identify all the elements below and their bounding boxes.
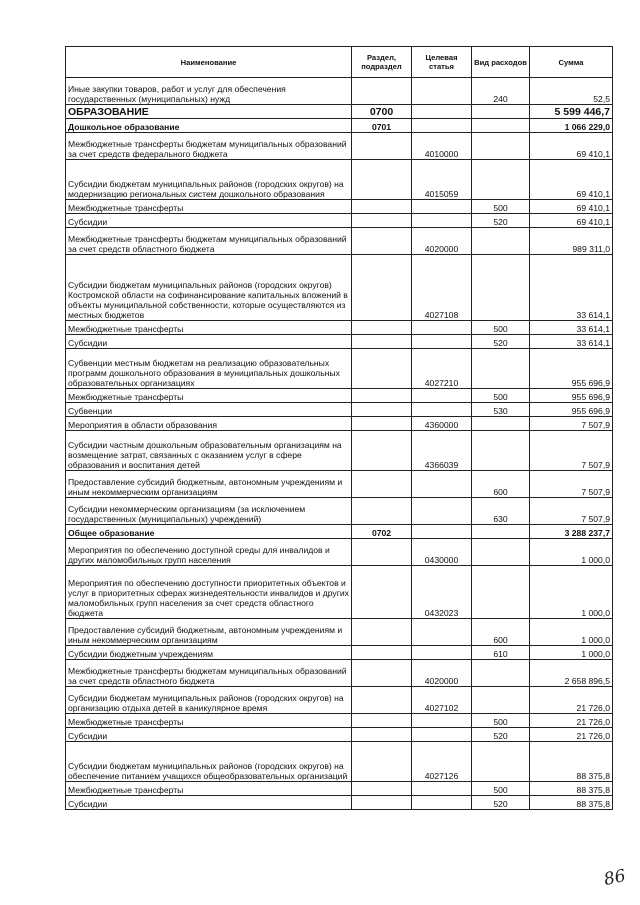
table-row: [66, 566, 613, 619]
cell-name: Предоставление субсидий бюджетным, автономным учреждениям и иным некоммерческим организациям: [66, 471, 352, 498]
cell-sum: 989 311,0: [530, 228, 613, 255]
cell-name: Дошкольное образование: [66, 119, 352, 133]
table-row: [66, 471, 613, 498]
cell-name: Межбюджетные трансферты: [66, 714, 352, 728]
cell-target: [412, 335, 472, 349]
cell-section: [352, 566, 412, 619]
table-row: [66, 403, 613, 417]
cell-type: [472, 431, 530, 471]
cell-target: 4020000: [412, 228, 472, 255]
cell-type: 520: [472, 728, 530, 742]
cell-sum: 5 599 446,7: [530, 105, 613, 119]
table-row: [66, 782, 613, 796]
cell-type: [472, 255, 530, 321]
cell-section: [352, 660, 412, 687]
cell-name: Субвенции: [66, 403, 352, 417]
cell-name: Субсидии бюджетам муниципальных районов (городских округов) на модернизацию региональных систем дошкольного образования: [66, 160, 352, 200]
cell-target: 4027210: [412, 349, 472, 389]
cell-type: 600: [472, 619, 530, 646]
table-row: [66, 796, 613, 810]
cell-type: 500: [472, 321, 530, 335]
cell-type: [472, 742, 530, 782]
table-row: [66, 119, 613, 133]
cell-name: Субсидии бюджетам муниципальных районов (городских округов) Костромской области на софинансирование капитальных вложений в объекты муниципальной собственности, которые осуществляются из местных бюджетов: [66, 255, 352, 321]
cell-sum: 7 507,9: [530, 471, 613, 498]
cell-name: Субсидии некоммерческим организациям (за исключением государственных (муниципальных) учреждений): [66, 498, 352, 525]
cell-sum: 1 000,0: [530, 646, 613, 660]
cell-name: Межбюджетные трансферты бюджетам муниципальных образований за счет средств федерального бюджета: [66, 133, 352, 160]
table-row: [66, 200, 613, 214]
table-row: [66, 349, 613, 389]
cell-type: 500: [472, 714, 530, 728]
cell-sum: 7 507,9: [530, 498, 613, 525]
table-body: [66, 78, 613, 810]
cell-sum: 21 726,0: [530, 728, 613, 742]
cell-section: [352, 728, 412, 742]
cell-type: 500: [472, 389, 530, 403]
cell-type: 600: [472, 471, 530, 498]
cell-section: [352, 255, 412, 321]
table-row: [66, 160, 613, 200]
cell-target: [412, 403, 472, 417]
cell-type: 630: [472, 498, 530, 525]
cell-type: 500: [472, 782, 530, 796]
cell-sum: 1 066 229,0: [530, 119, 613, 133]
cell-sum: 88 375,8: [530, 742, 613, 782]
cell-sum: 33 614,1: [530, 335, 613, 349]
cell-name: Субсидии бюджетным учреждениям: [66, 646, 352, 660]
cell-type: [472, 525, 530, 539]
cell-section: [352, 796, 412, 810]
cell-target: [412, 471, 472, 498]
cell-section: [352, 321, 412, 335]
cell-target: [412, 105, 472, 119]
table-row: [66, 646, 613, 660]
cell-type: 530: [472, 403, 530, 417]
cell-section: [352, 498, 412, 525]
cell-target: [412, 646, 472, 660]
cell-target: 4366039: [412, 431, 472, 471]
cell-sum: 69 410,1: [530, 133, 613, 160]
table-row: [66, 525, 613, 539]
cell-name: Мероприятия по обеспечению доступной среды для инвалидов и других маломобильных групп населения: [66, 539, 352, 566]
cell-target: 4027108: [412, 255, 472, 321]
cell-sum: 955 696,9: [530, 403, 613, 417]
header-type: Вид расходов: [472, 47, 530, 78]
cell-type: [472, 119, 530, 133]
cell-target: [412, 782, 472, 796]
cell-name: Мероприятия по обеспечению доступности приоритетных объектов и услуг в приоритетных сферах жизнедеятельности инвалидов и других маломобильных групп населения за счет средств областного бюджета: [66, 566, 352, 619]
table-row: [66, 660, 613, 687]
cell-sum: 1 000,0: [530, 539, 613, 566]
cell-name: Субсидии: [66, 214, 352, 228]
cell-name: Субсидии бюджетам муниципальных районов (городских округов) на организацию отдыха детей в каникулярное время: [66, 687, 352, 714]
cell-type: [472, 105, 530, 119]
cell-target: [412, 714, 472, 728]
cell-type: 610: [472, 646, 530, 660]
cell-type: 500: [472, 200, 530, 214]
cell-type: [472, 539, 530, 566]
header-target: Целевая статья: [412, 47, 472, 78]
table-row: [66, 431, 613, 471]
cell-section: 0700: [352, 105, 412, 119]
cell-type: [472, 133, 530, 160]
cell-name: Межбюджетные трансферты бюджетам муниципальных образований за счет средств областного бюджета: [66, 660, 352, 687]
cell-section: [352, 228, 412, 255]
page-number: 86: [602, 865, 628, 891]
cell-name: Межбюджетные трансферты: [66, 321, 352, 335]
cell-type: [472, 160, 530, 200]
cell-target: [412, 119, 472, 133]
cell-target: [412, 619, 472, 646]
header-sum: Сумма: [530, 47, 613, 78]
cell-type: [472, 228, 530, 255]
cell-section: [352, 160, 412, 200]
cell-sum: 21 726,0: [530, 687, 613, 714]
cell-section: [352, 389, 412, 403]
cell-type: 520: [472, 214, 530, 228]
cell-type: [472, 566, 530, 619]
cell-sum: 33 614,1: [530, 255, 613, 321]
cell-name: Общее образование: [66, 525, 352, 539]
cell-section: [352, 687, 412, 714]
cell-type: 240: [472, 78, 530, 105]
table-row: [66, 214, 613, 228]
cell-section: [352, 471, 412, 498]
cell-sum: 69 410,1: [530, 160, 613, 200]
table-row: [66, 539, 613, 566]
cell-name: ОБРАЗОВАНИЕ: [66, 105, 352, 119]
cell-target: [412, 200, 472, 214]
table-row: [66, 335, 613, 349]
cell-section: [352, 431, 412, 471]
header-section: Раздел, подраздел: [352, 47, 412, 78]
cell-sum: 1 000,0: [530, 566, 613, 619]
cell-target: 4010000: [412, 133, 472, 160]
table-row: [66, 78, 613, 105]
table-row: [66, 742, 613, 782]
cell-target: [412, 728, 472, 742]
header-name: Наименование: [66, 47, 352, 78]
table-row: [66, 714, 613, 728]
cell-sum: 7 507,9: [530, 431, 613, 471]
cell-name: Субсидии бюджетам муниципальных районов (городских округов) на обеспечение питанием учащихся общеобразовательных организаций: [66, 742, 352, 782]
table-row: [66, 321, 613, 335]
cell-sum: 52,5: [530, 78, 613, 105]
cell-target: [412, 389, 472, 403]
cell-sum: 88 375,8: [530, 796, 613, 810]
cell-sum: 955 696,9: [530, 389, 613, 403]
table-row: [66, 105, 613, 119]
cell-section: [352, 349, 412, 389]
cell-sum: 88 375,8: [530, 782, 613, 796]
table-row: [66, 687, 613, 714]
cell-name: Межбюджетные трансферты бюджетам муниципальных образований за счет средств областного бюджета: [66, 228, 352, 255]
table-row: [66, 728, 613, 742]
cell-sum: 33 614,1: [530, 321, 613, 335]
cell-type: [472, 417, 530, 431]
cell-sum: 2 658 896,5: [530, 660, 613, 687]
cell-section: 0702: [352, 525, 412, 539]
cell-sum: 955 696,9: [530, 349, 613, 389]
cell-section: [352, 742, 412, 782]
cell-name: Межбюджетные трансферты: [66, 200, 352, 214]
cell-name: Иные закупки товаров, работ и услуг для обеспечения государственных (муниципальных) нужд: [66, 78, 352, 105]
cell-target: 0432023: [412, 566, 472, 619]
cell-target: 4360000: [412, 417, 472, 431]
cell-type: [472, 687, 530, 714]
cell-target: 4015059: [412, 160, 472, 200]
cell-section: [352, 78, 412, 105]
cell-section: [352, 539, 412, 566]
cell-sum: 3 288 237,7: [530, 525, 613, 539]
cell-target: [412, 525, 472, 539]
cell-section: [352, 714, 412, 728]
cell-name: Субсидии: [66, 728, 352, 742]
table-row: [66, 389, 613, 403]
cell-name: Предоставление субсидий бюджетным, автономным учреждениям и иным некоммерческим организациям: [66, 619, 352, 646]
cell-section: [352, 335, 412, 349]
cell-target: [412, 796, 472, 810]
table-header-row: [66, 47, 613, 78]
cell-name: Мероприятия в области образования: [66, 417, 352, 431]
table-row: [66, 133, 613, 160]
cell-sum: 7 507,9: [530, 417, 613, 431]
cell-sum: 69 410,1: [530, 200, 613, 214]
cell-type: [472, 349, 530, 389]
cell-name: Межбюджетные трансферты: [66, 782, 352, 796]
cell-section: [352, 200, 412, 214]
cell-target: 4027126: [412, 742, 472, 782]
cell-section: 0701: [352, 119, 412, 133]
cell-section: [352, 214, 412, 228]
cell-sum: 1 000,0: [530, 619, 613, 646]
table-row: [66, 228, 613, 255]
cell-section: [352, 646, 412, 660]
cell-name: Межбюджетные трансферты: [66, 389, 352, 403]
budget-table: [65, 46, 613, 810]
cell-target: 4027102: [412, 687, 472, 714]
cell-type: [472, 660, 530, 687]
cell-section: [352, 417, 412, 431]
cell-sum: 69 410,1: [530, 214, 613, 228]
cell-section: [352, 403, 412, 417]
cell-target: [412, 321, 472, 335]
table-row: [66, 619, 613, 646]
cell-section: [352, 782, 412, 796]
cell-target: [412, 498, 472, 525]
cell-target: 4020000: [412, 660, 472, 687]
cell-target: 0430000: [412, 539, 472, 566]
cell-section: [352, 133, 412, 160]
cell-target: [412, 78, 472, 105]
cell-target: [412, 214, 472, 228]
cell-type: 520: [472, 796, 530, 810]
table-row: [66, 498, 613, 525]
cell-name: Субсидии частным дошкольным образовательным организациям на возмещение затрат, связанных с оказанием услуг в сфере образования и воспитания детей: [66, 431, 352, 471]
cell-name: Субсидии: [66, 796, 352, 810]
cell-sum: 21 726,0: [530, 714, 613, 728]
cell-name: Субсидии: [66, 335, 352, 349]
table-row: [66, 417, 613, 431]
cell-type: 520: [472, 335, 530, 349]
cell-name: Субвенции местным бюджетам на реализацию образовательных программ дошкольного образования в муниципальных дошкольных образовательных организациях: [66, 349, 352, 389]
cell-section: [352, 619, 412, 646]
table-row: [66, 255, 613, 321]
